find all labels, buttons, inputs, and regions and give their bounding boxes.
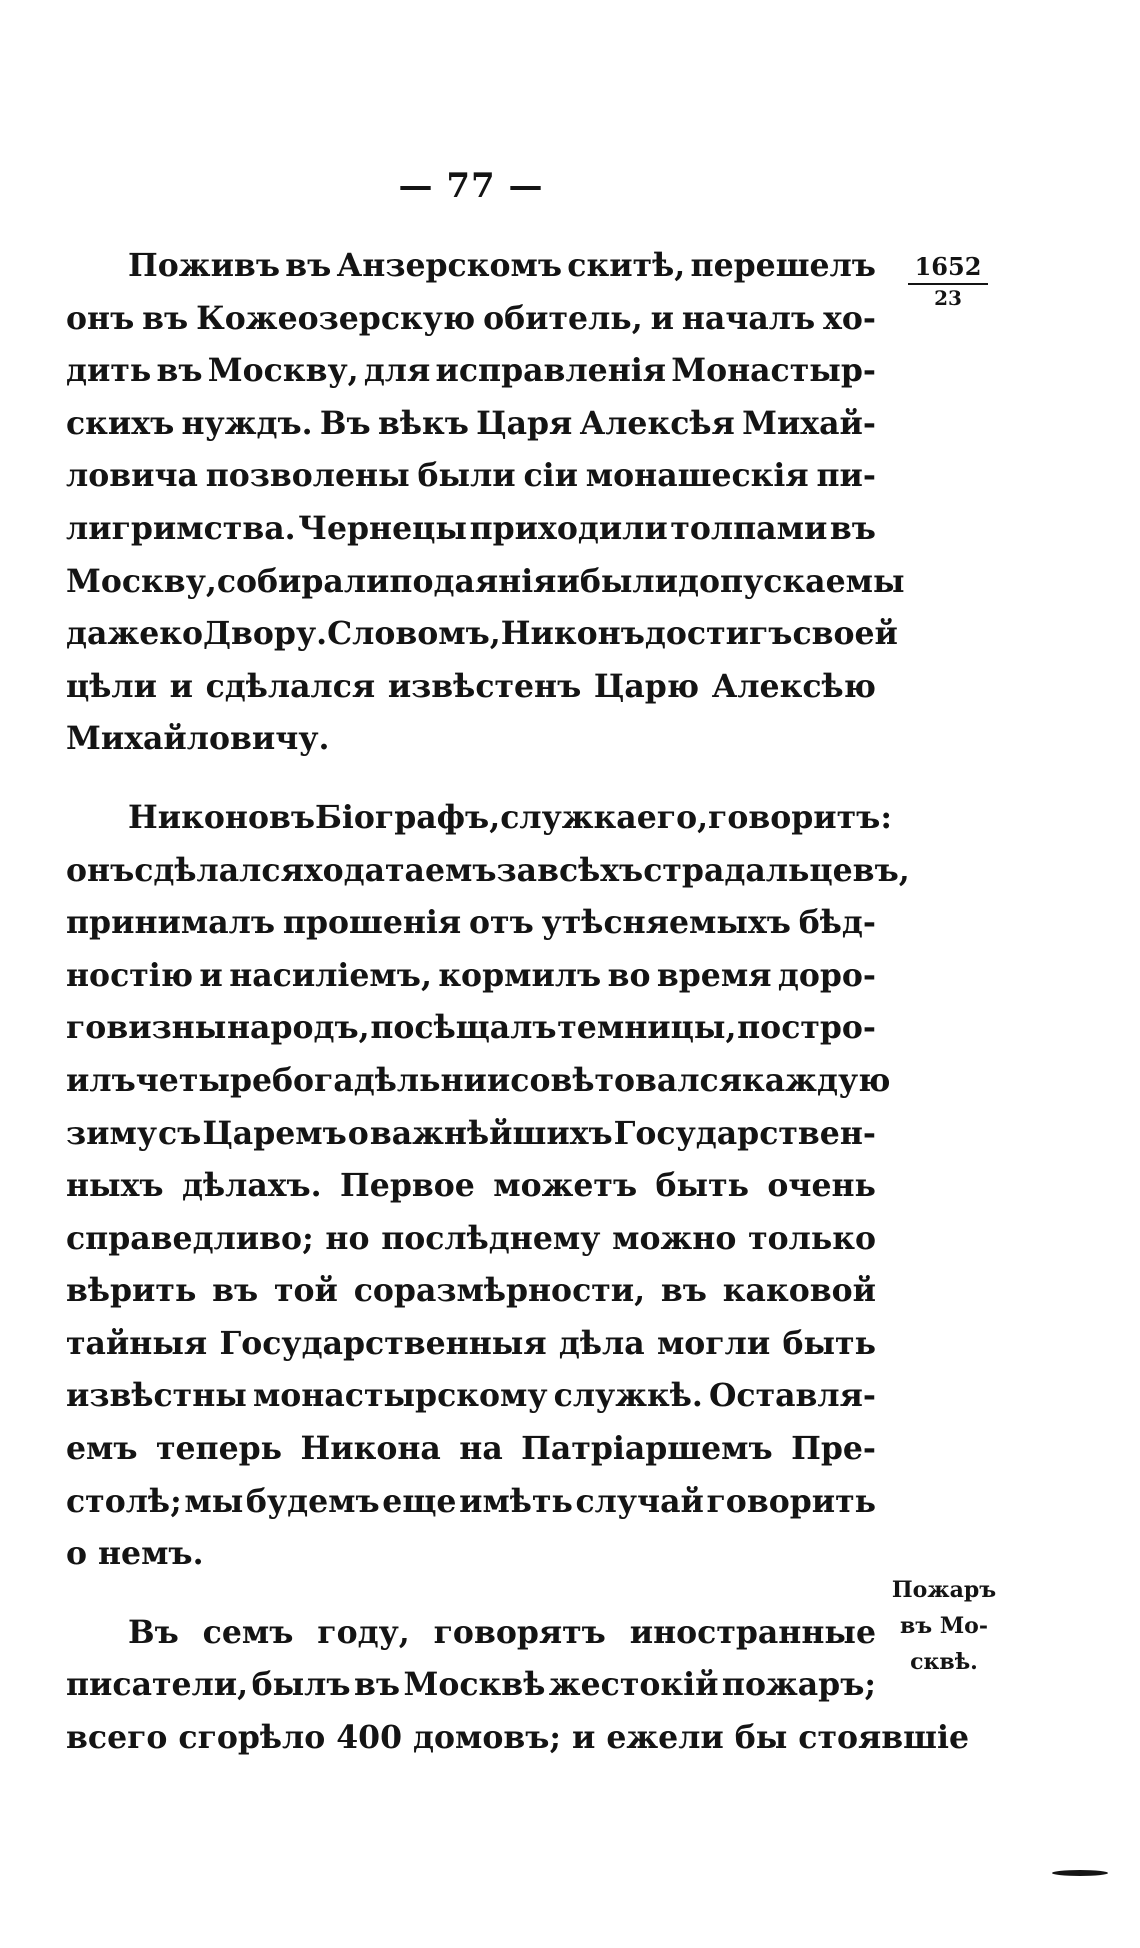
word: очень [767, 1167, 876, 1205]
text-line [66, 1108, 876, 1161]
text-line [66, 240, 876, 293]
word: илъ [66, 1061, 136, 1099]
margin-note-day: 23 [934, 286, 962, 310]
text-line [66, 1318, 876, 1371]
word: говизны [66, 1009, 227, 1047]
word: приходили [469, 509, 668, 547]
text-line [66, 556, 905, 609]
text-line [66, 503, 876, 556]
text-line [66, 845, 910, 898]
margin-note-fire [884, 1572, 1004, 1680]
text-line [66, 1423, 876, 1476]
word: скихъ [66, 404, 175, 442]
word: соразмѣрности, [353, 1272, 646, 1310]
text-line: всего сгорѣло 400 домовъ; и ежели бы стоявшіе [66, 1719, 970, 1757]
word: Монастыр- [671, 352, 876, 390]
word: о [347, 1114, 369, 1152]
word: случай [575, 1482, 704, 1520]
word: дѣла [558, 1324, 645, 1362]
word: были [417, 457, 516, 495]
word: ностію [66, 956, 194, 994]
word: жестокій [548, 1666, 719, 1704]
word: страдальцевъ, [643, 851, 910, 889]
word: прошенія [282, 904, 462, 942]
word: постро- [737, 1009, 876, 1047]
word: служкѣ. [553, 1377, 703, 1415]
word: служка [500, 798, 637, 836]
word: кормилъ [438, 956, 602, 994]
text-line [66, 450, 876, 503]
word: ходатаемъ [303, 851, 497, 889]
paragraph [66, 1607, 970, 1765]
word: Словомъ, [327, 615, 501, 653]
word: иностранные [629, 1613, 876, 1651]
text-line [66, 293, 876, 346]
word: его, [636, 798, 709, 836]
word: Алексѣя [579, 404, 735, 442]
word: скитѣ, [567, 247, 686, 284]
word: для [363, 352, 431, 390]
word: ко [159, 615, 204, 653]
word: могли [656, 1324, 771, 1362]
word: каждую [742, 1061, 891, 1099]
word: въ [660, 1272, 707, 1310]
word: теперь [156, 1430, 283, 1468]
word: нуждъ. [181, 404, 313, 442]
text-line [66, 398, 876, 451]
decorative-stroke [1052, 1870, 1108, 1876]
word: быть [655, 1167, 749, 1205]
margin-note-fire-line: Пожаръ [891, 1577, 997, 1603]
word: столѣ; [66, 1482, 182, 1520]
word: началъ [681, 299, 816, 337]
word: еще [382, 1482, 457, 1520]
text-line [66, 1659, 876, 1712]
word: Царемъ [202, 1114, 347, 1152]
text-line [66, 1002, 876, 1055]
word: богадѣльни [272, 1061, 487, 1099]
word: подаянія [389, 562, 557, 600]
word: монашескія [585, 457, 809, 495]
word: собирали [216, 562, 390, 600]
word: доро- [777, 956, 876, 994]
paragraph [66, 240, 905, 766]
word: Первое [340, 1167, 475, 1205]
word: послѣднему [381, 1219, 601, 1257]
word: время [656, 956, 772, 994]
text-line [66, 1160, 876, 1213]
paragraph-gap [66, 1581, 876, 1607]
word: вѣрить [66, 1272, 197, 1310]
word: говорить [706, 1482, 876, 1520]
word: были [579, 562, 678, 600]
word: той [274, 1272, 338, 1310]
margin-note-date [908, 252, 988, 311]
paragraph [66, 792, 910, 1581]
word: въ [156, 352, 203, 390]
word: Москву, [207, 352, 359, 390]
text-line [66, 1476, 876, 1529]
word: и [556, 562, 580, 600]
word: Государствен- [613, 1114, 876, 1152]
word: Царя [476, 404, 573, 442]
word: совѣтовался [510, 1061, 742, 1099]
word: своей [792, 615, 898, 653]
text-line [66, 608, 898, 661]
word: ныхъ [66, 1167, 164, 1205]
text-line [66, 950, 876, 1003]
word: тайныя [66, 1324, 208, 1362]
word: принималъ [66, 904, 276, 942]
word: темницы, [557, 1009, 737, 1047]
word: будемъ [245, 1482, 380, 1520]
word: хо- [823, 299, 876, 337]
text-line [66, 1607, 876, 1660]
word: и [199, 956, 223, 994]
word: зиму [66, 1114, 157, 1152]
word: Пре- [791, 1430, 876, 1468]
word: всѣхъ [537, 851, 644, 889]
word: справедливо; [66, 1219, 314, 1257]
word: пожаръ; [721, 1666, 876, 1704]
word: бѣд- [798, 904, 876, 942]
page-number: — 77 — [398, 166, 544, 206]
word: Поживъ [128, 247, 280, 284]
word: Анзерскомъ [336, 247, 562, 284]
word: извѣстны [66, 1377, 247, 1415]
word: въ [353, 1666, 401, 1704]
word: емъ [66, 1430, 138, 1468]
word: пи- [816, 457, 876, 495]
word: Чернецы [298, 509, 467, 547]
word: только [748, 1219, 876, 1257]
text-line [66, 1213, 876, 1266]
margin-note-fire-line: въ Мо- [900, 1613, 988, 1639]
word: отъ [469, 904, 534, 942]
text-line [66, 1370, 876, 1423]
word: насиліемъ, [229, 956, 432, 994]
word: и [169, 667, 193, 705]
word: допускаемы [678, 562, 905, 600]
word: лигримства. [66, 509, 296, 547]
word: каковой [722, 1272, 876, 1310]
word: онъ [66, 851, 135, 889]
word: но [325, 1219, 370, 1257]
word: толпами [670, 509, 828, 547]
word: Двору. [203, 615, 328, 653]
word: сдѣлался [205, 667, 376, 705]
word: и [650, 299, 674, 337]
word: Никоновъ [128, 798, 316, 836]
word: цѣли [66, 667, 157, 705]
word: въ [142, 299, 189, 337]
word: дить [66, 352, 152, 390]
word: онъ [66, 299, 135, 337]
word: былъ [251, 1666, 351, 1704]
word: Патріаршемъ [521, 1430, 773, 1468]
word: исправленія [435, 352, 666, 390]
word: Никона [300, 1430, 441, 1468]
word: быть [782, 1324, 876, 1362]
word: можно [612, 1219, 737, 1257]
word: во [607, 956, 651, 994]
word: Кожеозерскую [196, 299, 476, 337]
word: на [459, 1430, 503, 1468]
word: позволены [205, 457, 410, 495]
word: монастырскому [252, 1377, 548, 1415]
word: въ [285, 247, 332, 284]
word: Оставля- [708, 1377, 876, 1415]
text-line [66, 792, 892, 845]
word: говоритъ: [708, 798, 892, 836]
text-line [66, 1265, 876, 1318]
word: Въ [128, 1613, 179, 1651]
word: Никонъ [500, 615, 645, 653]
word: дѣлахъ. [181, 1167, 322, 1205]
word: сіи [523, 457, 578, 495]
word: Москву, [66, 562, 217, 600]
word: Государственныя [219, 1324, 547, 1362]
word: въ [212, 1272, 259, 1310]
word: говорятъ [433, 1613, 606, 1651]
margin-note-year: 1652 [908, 252, 988, 285]
word: ловича [66, 457, 198, 495]
word: Царю [593, 667, 700, 705]
word: можетъ [493, 1167, 638, 1205]
word: и [486, 1061, 511, 1099]
word: утѣсняемыхъ [541, 904, 791, 942]
word: за [496, 851, 538, 889]
word: достигъ [644, 615, 793, 653]
word: мы [184, 1482, 244, 1520]
word: Михай- [742, 404, 876, 442]
word: Москвѣ [403, 1666, 546, 1704]
text-line [66, 897, 876, 950]
word: сдѣлался [134, 851, 304, 889]
word: даже [66, 615, 160, 653]
word: Біографъ, [315, 798, 501, 836]
word: обитель, [483, 299, 643, 337]
word: вѣкъ [377, 404, 469, 442]
word: посѣщалъ [370, 1009, 557, 1047]
word: съ [158, 1114, 202, 1152]
text-line: о немъ. [66, 1535, 204, 1573]
word: имѣть [459, 1482, 573, 1520]
word: перешелъ [690, 247, 876, 284]
text-line [66, 345, 876, 398]
word: Алексѣю [711, 667, 876, 705]
text-line [66, 661, 876, 714]
word: писатели, [66, 1666, 249, 1704]
word: Въ [319, 404, 371, 442]
text-line [66, 1055, 891, 1108]
word: году, [317, 1613, 410, 1651]
word: семъ [202, 1613, 294, 1651]
word: извѣстенъ [387, 667, 582, 705]
margin-note-fire-line: сквѣ. [910, 1649, 978, 1675]
word: въ [829, 509, 876, 547]
paragraph-gap [66, 766, 876, 792]
word: четыре [135, 1061, 273, 1099]
word: важнѣйшихъ [369, 1114, 613, 1152]
text-line: Михайловичу. [66, 720, 330, 758]
word: народъ, [227, 1009, 370, 1047]
